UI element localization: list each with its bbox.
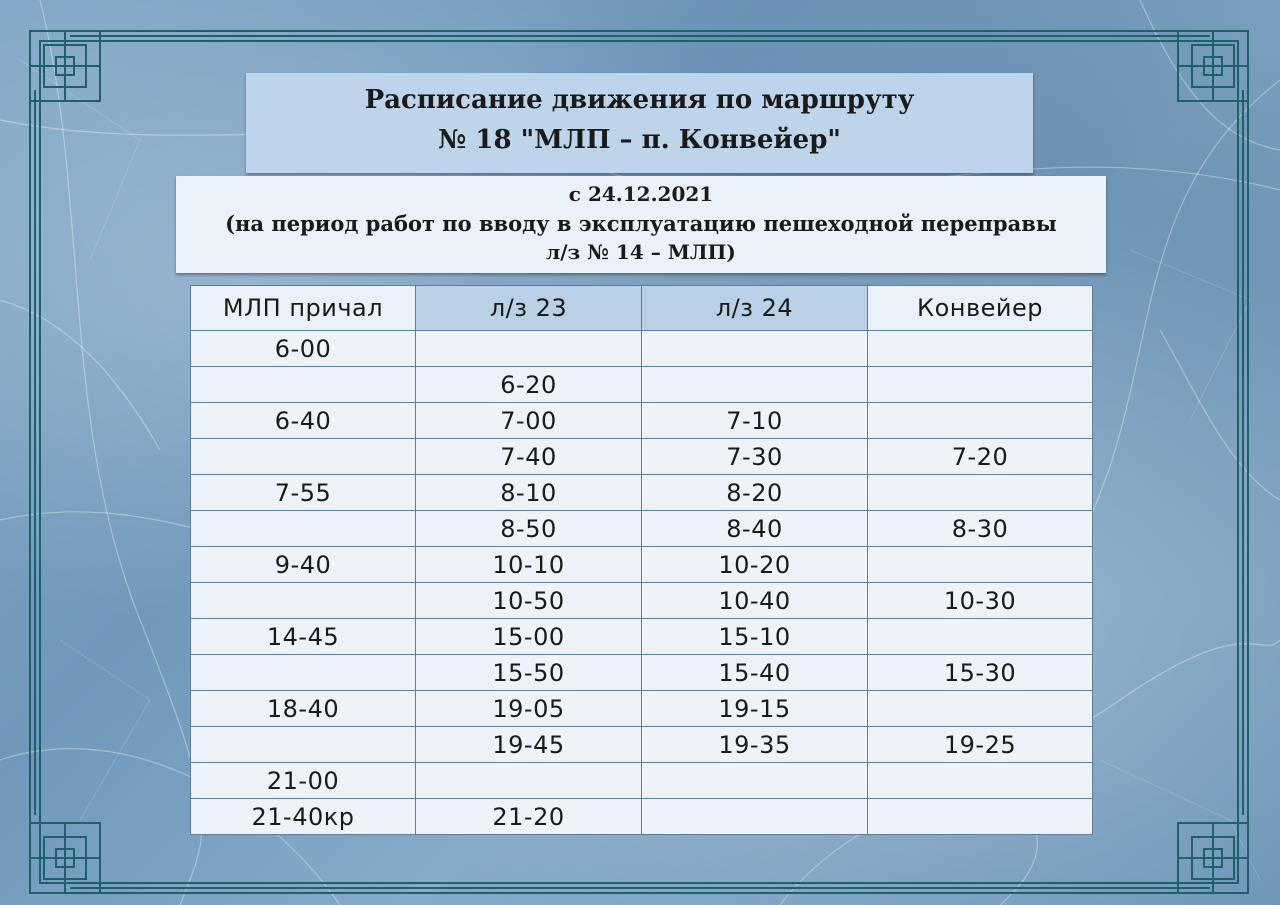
cell-konveyer: 15-30 bbox=[868, 655, 1093, 691]
table-row bbox=[191, 403, 1093, 439]
cell-lz-23: 7-00 bbox=[416, 403, 642, 439]
cell-lz-24: 15-10 bbox=[642, 619, 868, 655]
header-konveyer: Конвейер bbox=[868, 286, 1093, 331]
cell-lz-23: 15-50 bbox=[416, 655, 642, 691]
cell-lz-24: 8-40 bbox=[642, 511, 868, 547]
cell-mlp-pier: 18-40 bbox=[191, 691, 416, 727]
cell-konveyer: 19-25 bbox=[868, 727, 1093, 763]
schedule-subtitle-box bbox=[176, 176, 1106, 273]
cell-konveyer bbox=[868, 763, 1093, 799]
cell-mlp-pier: 21-40кр bbox=[191, 799, 416, 835]
cell-lz-23 bbox=[416, 331, 642, 367]
title-line-2: № 18 "МЛП – п. Конвейер" bbox=[438, 125, 841, 155]
cell-konveyer bbox=[868, 367, 1093, 403]
cell-konveyer bbox=[868, 331, 1093, 367]
cell-mlp-pier bbox=[191, 439, 416, 475]
table-row bbox=[191, 763, 1093, 799]
table-row bbox=[191, 331, 1093, 367]
cell-lz-23: 19-45 bbox=[416, 727, 642, 763]
table-row bbox=[191, 475, 1093, 511]
cell-mlp-pier bbox=[191, 727, 416, 763]
cell-mlp-pier: 6-40 bbox=[191, 403, 416, 439]
cell-lz-23: 8-50 bbox=[416, 511, 642, 547]
cell-mlp-pier bbox=[191, 583, 416, 619]
cell-lz-24: 19-35 bbox=[642, 727, 868, 763]
table-row bbox=[191, 583, 1093, 619]
header-lz-23: л/з 23 bbox=[416, 286, 642, 331]
cell-lz-23: 15-00 bbox=[416, 619, 642, 655]
cell-lz-23: 10-50 bbox=[416, 583, 642, 619]
cell-lz-24: 7-10 bbox=[642, 403, 868, 439]
subtitle-note-continued: л/з № 14 – МЛП) bbox=[546, 240, 736, 264]
cell-lz-23 bbox=[416, 763, 642, 799]
cell-mlp-pier: 7-55 bbox=[191, 475, 416, 511]
cell-mlp-pier bbox=[191, 367, 416, 403]
cell-lz-24 bbox=[642, 331, 868, 367]
cell-mlp-pier bbox=[191, 655, 416, 691]
table-row bbox=[191, 511, 1093, 547]
cell-lz-23: 10-10 bbox=[416, 547, 642, 583]
table-row bbox=[191, 799, 1093, 835]
table-row bbox=[191, 655, 1093, 691]
cell-lz-24: 7-30 bbox=[642, 439, 868, 475]
table-row bbox=[191, 691, 1093, 727]
cell-lz-24 bbox=[642, 367, 868, 403]
table-row bbox=[191, 367, 1093, 403]
cell-konveyer bbox=[868, 619, 1093, 655]
cell-lz-24: 19-15 bbox=[642, 691, 868, 727]
cell-lz-23: 19-05 bbox=[416, 691, 642, 727]
table-row bbox=[191, 727, 1093, 763]
table-row bbox=[191, 439, 1093, 475]
header-lz-24: л/з 24 bbox=[642, 286, 868, 331]
cell-lz-24: 15-40 bbox=[642, 655, 868, 691]
table-header-row bbox=[191, 286, 1093, 331]
cell-mlp-pier bbox=[191, 511, 416, 547]
table-row bbox=[191, 619, 1093, 655]
cell-lz-24 bbox=[642, 763, 868, 799]
cell-konveyer: 8-30 bbox=[868, 511, 1093, 547]
cell-lz-23: 6-20 bbox=[416, 367, 642, 403]
cell-konveyer bbox=[868, 691, 1093, 727]
cell-konveyer bbox=[868, 475, 1093, 511]
cell-mlp-pier: 9-40 bbox=[191, 547, 416, 583]
cell-konveyer bbox=[868, 547, 1093, 583]
cell-lz-24: 8-20 bbox=[642, 475, 868, 511]
schedule-table-body bbox=[191, 331, 1093, 835]
schedule-table bbox=[190, 285, 1093, 835]
cell-lz-24: 10-20 bbox=[642, 547, 868, 583]
cell-lz-23: 7-40 bbox=[416, 439, 642, 475]
cell-lz-23: 8-10 bbox=[416, 475, 642, 511]
header-mlp-pier: МЛП причал bbox=[191, 286, 416, 331]
cell-lz-24: 10-40 bbox=[642, 583, 868, 619]
cell-konveyer bbox=[868, 799, 1093, 835]
title-line-1: Расписание движения по маршруту bbox=[364, 85, 915, 115]
cell-lz-24 bbox=[642, 799, 868, 835]
cell-konveyer: 7-20 bbox=[868, 439, 1093, 475]
cell-konveyer: 10-30 bbox=[868, 583, 1093, 619]
cell-mlp-pier: 21-00 bbox=[191, 763, 416, 799]
schedule-title-box bbox=[246, 73, 1033, 173]
cell-konveyer bbox=[868, 403, 1093, 439]
table-row bbox=[191, 547, 1093, 583]
cell-mlp-pier: 6-00 bbox=[191, 331, 416, 367]
subtitle-note: (на период работ по вводу в эксплуатацию пешеходной переправы bbox=[225, 211, 1057, 236]
subtitle-date: с 24.12.2021 bbox=[568, 182, 714, 206]
cell-lz-23: 21-20 bbox=[416, 799, 642, 835]
cell-mlp-pier: 14-45 bbox=[191, 619, 416, 655]
